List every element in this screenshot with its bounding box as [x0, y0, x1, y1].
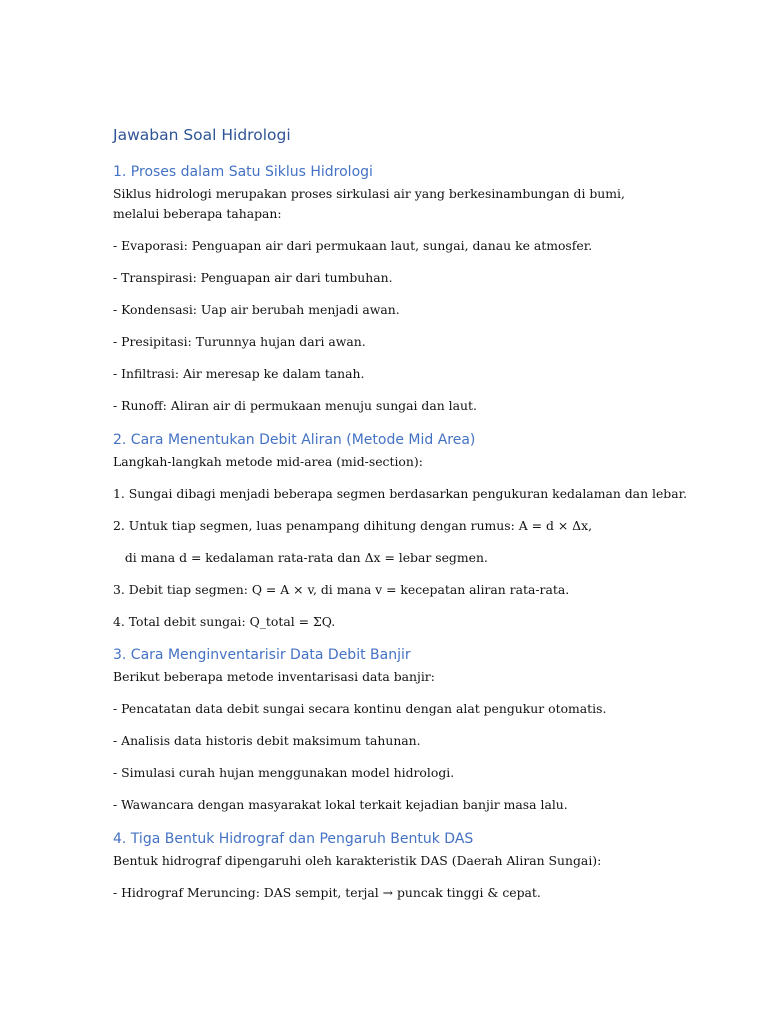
section-3-intro: Berikut beberapa metode inventarisasi data banjir: [113, 669, 435, 684]
section-2-step-2-note: di mana d = kedalaman rata-rata dan Δx = lebar segmen. [113, 550, 488, 565]
section-1-intro: Siklus hidrologi merupakan proses sirkulasi air yang berkesinambungan di bumi, melalui beberapa tahapan: [113, 186, 625, 221]
section-1-item-kondensasi: - Kondensasi: Uap air berubah menjadi awan. [113, 302, 400, 317]
section-1-item-infiltrasi: - Infiltrasi: Air meresap ke dalam tanah. [113, 366, 365, 381]
section-1-item-transpirasi: - Transpirasi: Penguapan air dari tumbuhan. [113, 270, 393, 285]
document-title: Jawaban Soal Hidrologi [113, 126, 291, 144]
section-3-item-analisis: - Analisis data historis debit maksimum tahunan. [113, 733, 421, 748]
section-2-step-2: 2. Untuk tiap segmen, luas penampang dihitung dengan rumus: A = d × Δx, [113, 518, 593, 533]
section-2-step-1: 1. Sungai dibagi menjadi beberapa segmen berdasarkan pengukuran kedalaman dan lebar. [113, 486, 688, 501]
section-2-intro: Langkah-langkah metode mid-area (mid-section): [113, 454, 423, 469]
section-2-step-4: 4. Total debit sungai: Q_total = ΣQ. [113, 614, 336, 629]
section-2-step-3: 3. Debit tiap segmen: Q = A × v, di mana v = kecepatan aliran rata-rata. [113, 582, 570, 597]
section-4-item-meruncing: - Hidrograf Meruncing: DAS sempit, terjal → puncak tinggi & cepat. [113, 885, 541, 900]
section-1-item-presipitasi: - Presipitasi: Turunnya hujan dari awan. [113, 334, 366, 349]
section-1-heading: 1. Proses dalam Satu Siklus Hidrologi [113, 164, 373, 180]
section-1-item-evaporasi: - Evaporasi: Penguapan air dari permukaan laut, sungai, danau ke atmosfer. [113, 238, 593, 253]
section-3-item-wawancara: - Wawancara dengan masyarakat lokal terkait kejadian banjir masa lalu. [113, 797, 568, 812]
section-3-heading: 3. Cara Menginventarisir Data Debit Banjir [113, 647, 411, 663]
section-3-item-simulasi: - Simulasi curah hujan menggunakan model hidrologi. [113, 765, 455, 780]
section-4-heading: 4. Tiga Bentuk Hidrograf dan Pengaruh Bentuk DAS [113, 831, 474, 847]
section-2-heading: 2. Cara Menentukan Debit Aliran (Metode Mid Area) [113, 432, 476, 448]
section-1-item-runoff: - Runoff: Aliran air di permukaan menuju sungai dan laut. [113, 398, 477, 413]
section-3-item-pencatatan: - Pencatatan data debit sungai secara kontinu dengan alat pengukur otomatis. [113, 701, 607, 716]
section-4-intro: Bentuk hidrograf dipengaruhi oleh karakteristik DAS (Daerah Aliran Sungai): [113, 853, 602, 868]
